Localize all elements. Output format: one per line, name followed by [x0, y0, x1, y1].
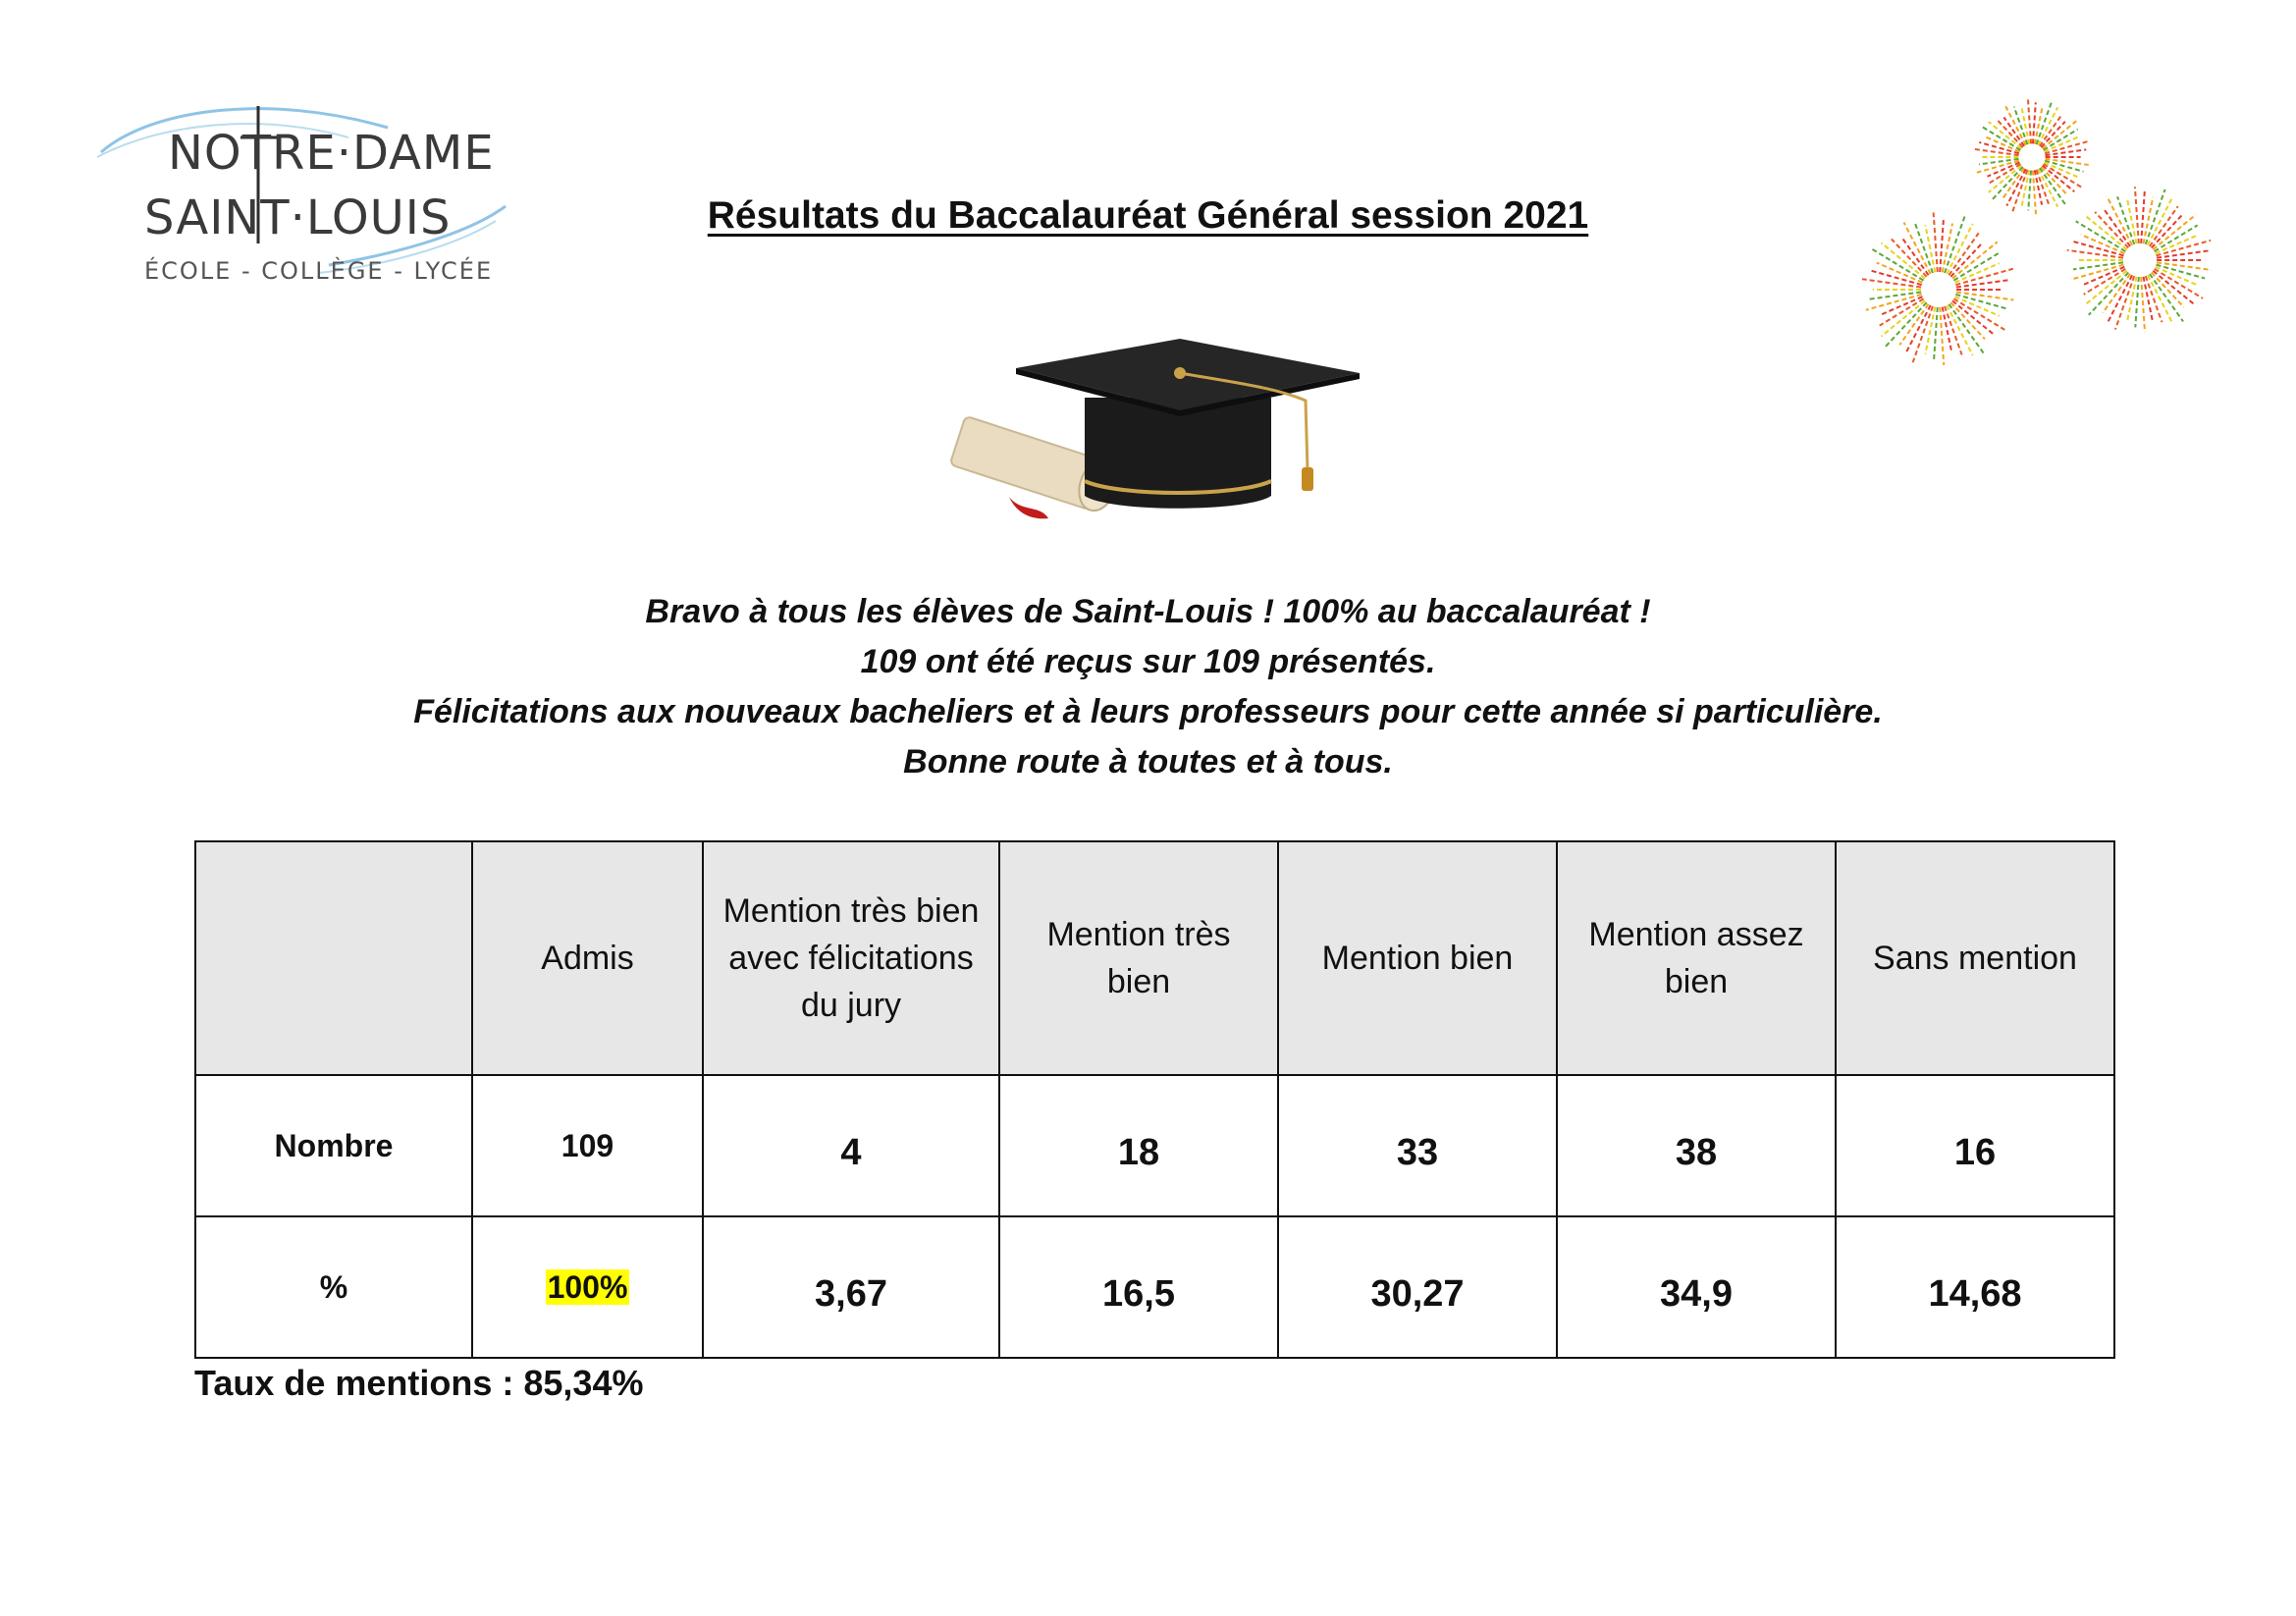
logo-line-notre-dame: NOTRE·DAME — [168, 126, 495, 181]
header-cell-sans-mention: Sans mention — [1836, 841, 2114, 1075]
firework-ray — [1974, 149, 2018, 155]
admis-value: 109 — [472, 1075, 703, 1216]
table-cell: 14,68 — [1836, 1216, 2114, 1358]
logo-subtitle: ÉCOLE - COLLÈGE - LYCÉE — [144, 257, 494, 285]
firework-ray — [1955, 295, 2006, 309]
header-cell-mention-bien: Mention bien — [1278, 841, 1557, 1075]
table-cell: 16,5 — [999, 1216, 1278, 1358]
firework-ray — [2022, 108, 2030, 143]
table-row-nombre — [195, 1075, 2114, 1216]
firework-ray — [1869, 292, 1922, 298]
row-label: % — [195, 1216, 472, 1358]
firework-ray — [1977, 161, 2019, 173]
message-line: Félicitations aux nouveaux bacheliers et à leurs professeurs pour cette année si particulière. — [413, 693, 1883, 730]
table-cell: 4 — [703, 1075, 999, 1216]
table-cell: 3,67 — [703, 1216, 999, 1358]
table-cell: 34,9 — [1557, 1216, 1836, 1358]
firework-ray — [2040, 168, 2066, 205]
firework-ray — [2157, 265, 2206, 279]
highlighted-percent: 100% — [547, 1268, 628, 1305]
message-line: Bravo à tous les élèves de Saint-Louis ! 100% au baccalauréat ! — [645, 593, 1651, 630]
fireworks-illustration — [1845, 59, 2258, 432]
message-line: Bonne route à toutes et à tous. — [903, 743, 1393, 781]
graduation-cap-illustration — [923, 295, 1374, 569]
table-cell: 16 — [1836, 1075, 2114, 1216]
firework-ray — [1997, 119, 2023, 147]
firework-ray — [1899, 304, 1928, 346]
table-header-row — [195, 841, 2114, 1075]
mention-rate: Taux de mentions : 85,34% — [194, 1363, 644, 1403]
row-label: Nombre — [195, 1075, 472, 1216]
table-cell: 33 — [1278, 1075, 1557, 1216]
firework-ray — [2150, 206, 2178, 246]
firework-ray — [2033, 102, 2036, 143]
firework-ray — [2022, 170, 2030, 205]
firework-ray — [2073, 262, 2123, 269]
firework-ray — [2035, 107, 2043, 144]
results-table — [194, 840, 2115, 1359]
firework-ray — [2046, 149, 2087, 155]
firework-ray — [2028, 99, 2031, 144]
firework-ray — [2046, 159, 2089, 165]
header-cell-empty — [195, 841, 472, 1075]
firework-ray — [2028, 171, 2031, 211]
firework-ray — [2135, 277, 2139, 327]
firework-ray — [2076, 221, 2126, 251]
firework-ray — [1956, 280, 2010, 288]
header-cell-mention-tres-bien-felicitations: Mention très bien avec félicitations du jury — [703, 841, 999, 1075]
firework-ray — [1979, 159, 2019, 165]
header-cell-mention-assez-bien: Mention assez bien — [1557, 841, 1836, 1075]
header-cell-mention-tres-bien: Mention très bien — [999, 841, 1278, 1075]
table-cell: 38 — [1557, 1075, 1836, 1216]
header-cell-admis: Admis — [472, 841, 703, 1075]
firework-ray — [1869, 270, 1922, 285]
firework-ray — [1934, 307, 1938, 360]
firework-ray — [2033, 171, 2036, 215]
table-cell: 18 — [999, 1075, 1278, 1216]
congratulations-message — [0, 587, 2296, 787]
page-title-text: Résultats du Baccalauréat Général session 2021 — [707, 194, 1589, 237]
admis-value — [472, 1216, 703, 1358]
firework-ray — [1955, 269, 2012, 285]
table-row-percent — [195, 1216, 2114, 1358]
firework-ray — [2045, 141, 2088, 153]
logo-line-saint-louis: SAINT·LOUIS — [144, 190, 452, 245]
table-cell: 30,27 — [1278, 1216, 1557, 1358]
firework-ray — [1949, 233, 1978, 275]
firework-ray — [2035, 170, 2042, 204]
message-line: 109 ont été reçus sur 109 présentés. — [860, 643, 1436, 680]
